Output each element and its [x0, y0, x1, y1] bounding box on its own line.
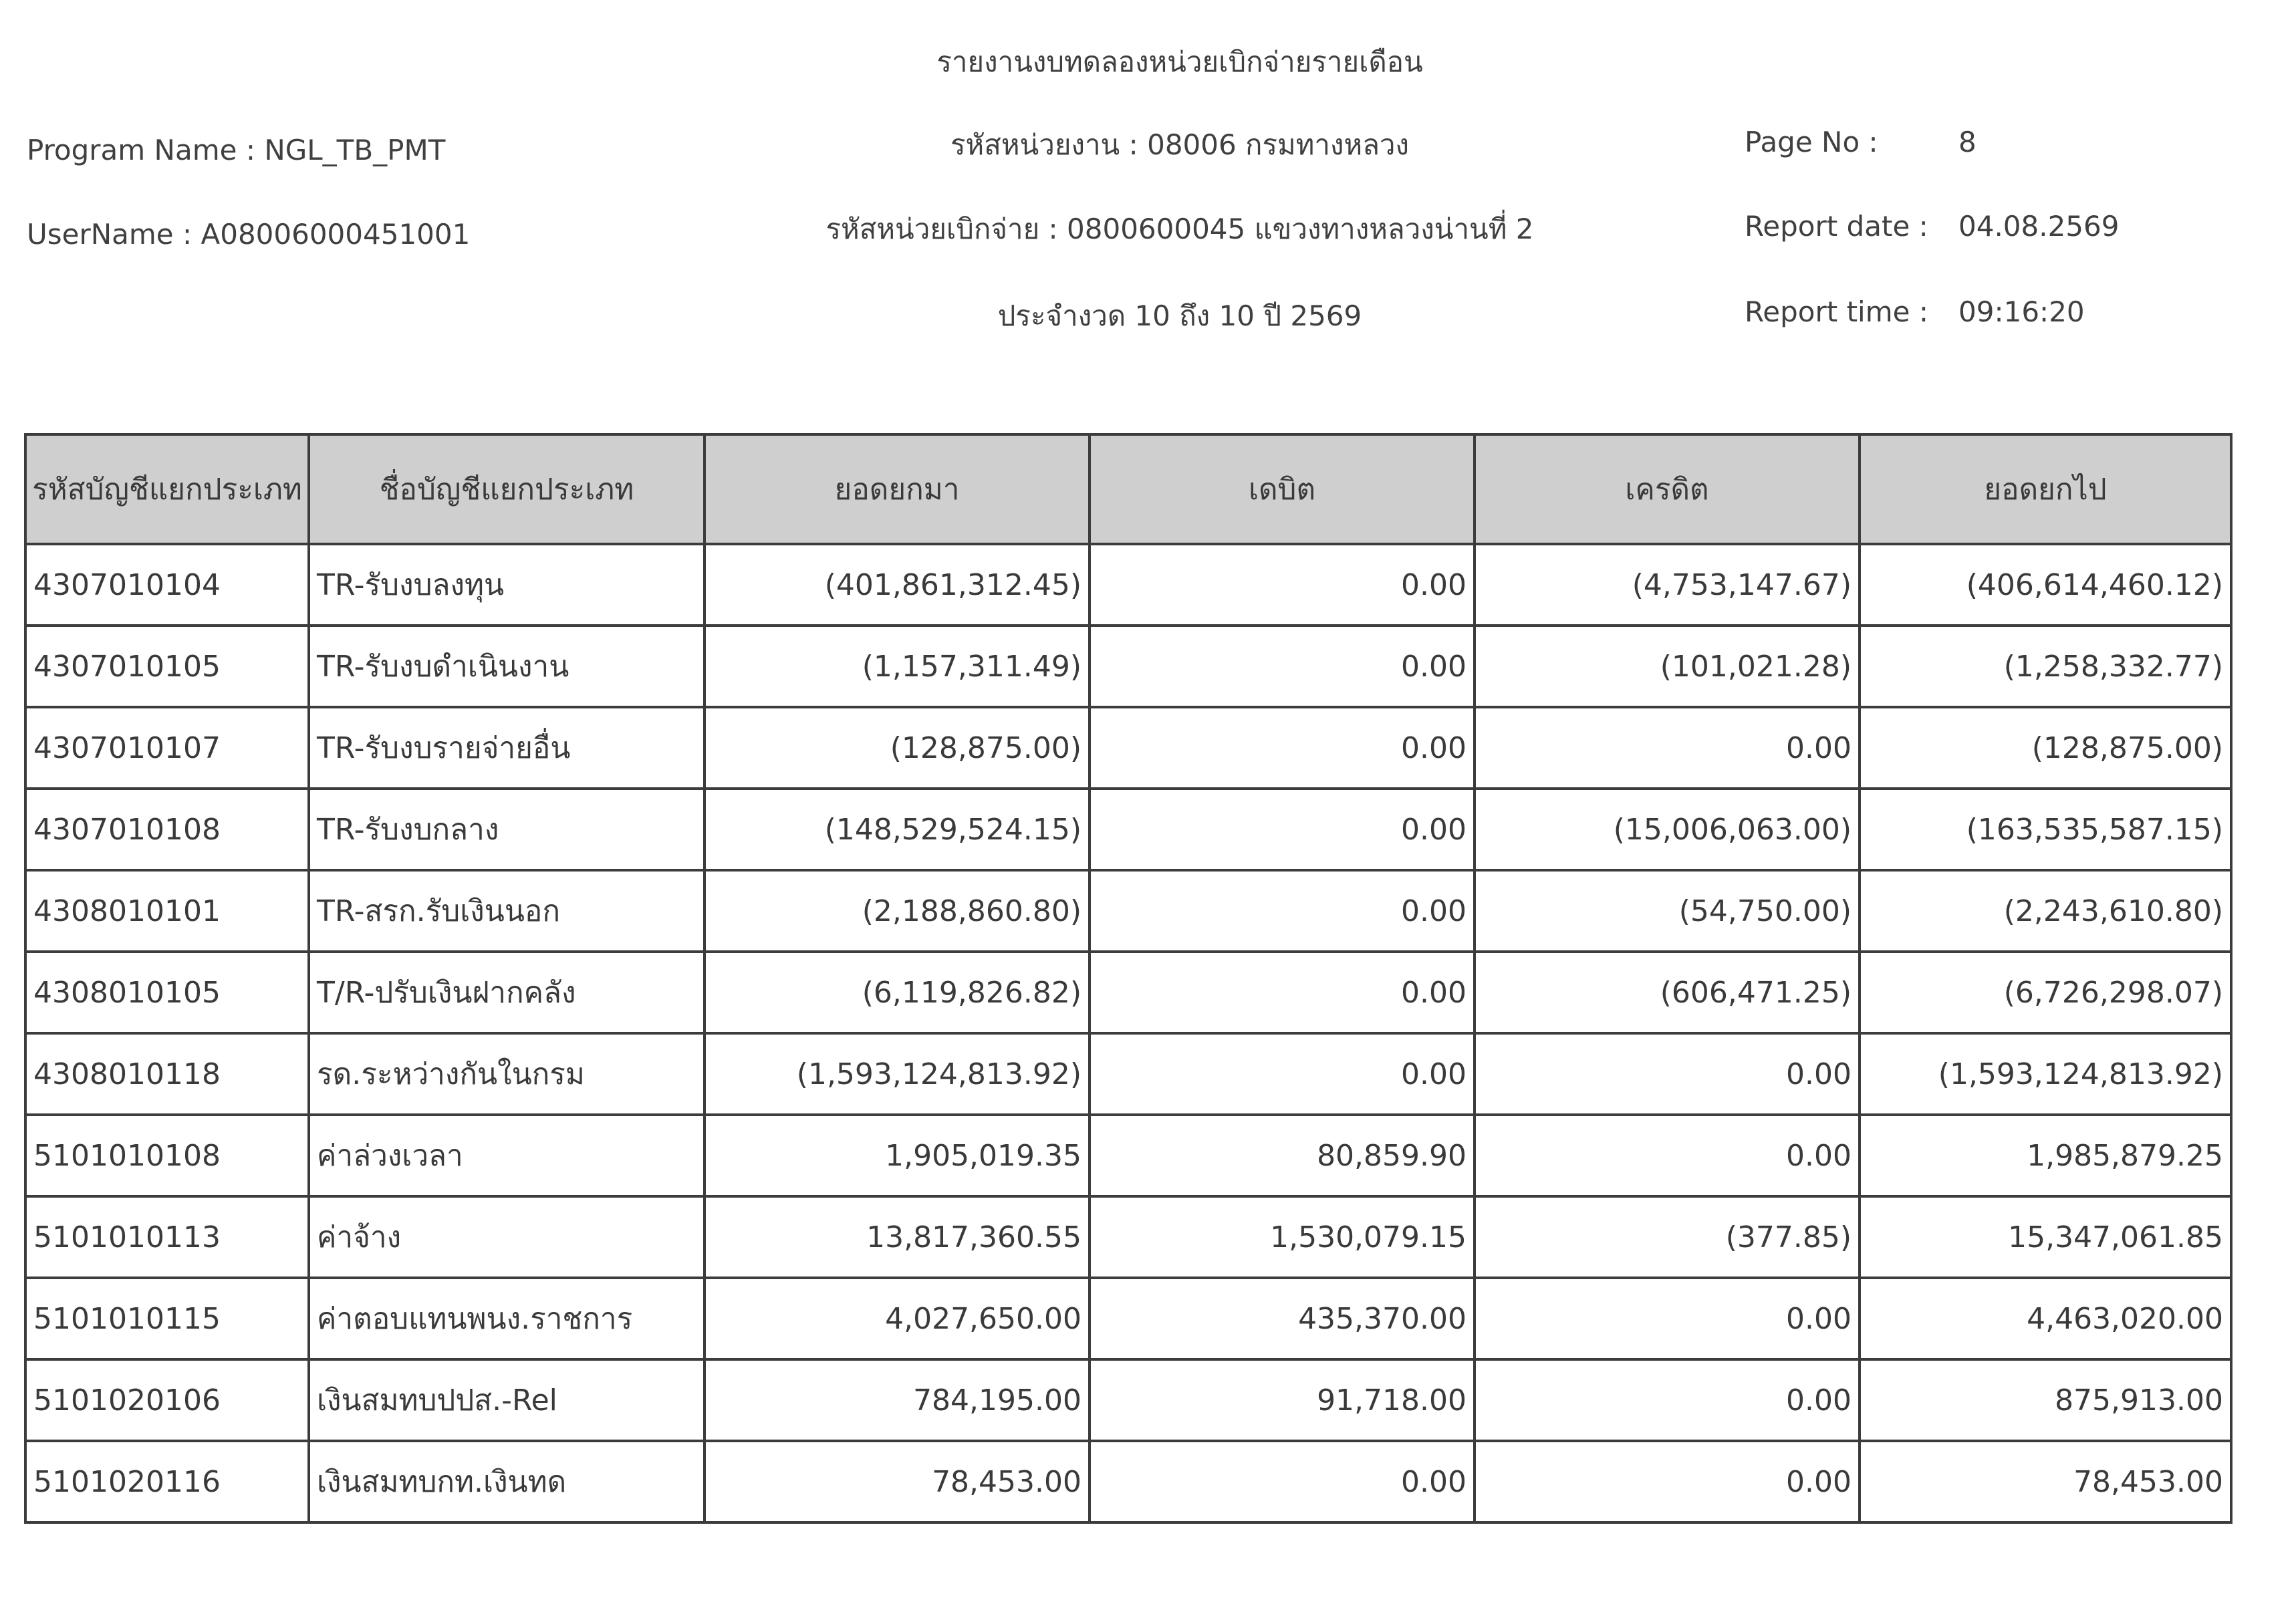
table-row: [25, 789, 2231, 870]
debit-cell: 0.00: [1090, 626, 1475, 707]
account-code-cell: 4307010107: [25, 707, 309, 789]
account-code-cell: 5101020106: [25, 1359, 309, 1441]
report-date-value: 04.08.2569: [1958, 210, 2120, 243]
credit-cell: (101,021.28): [1475, 626, 1860, 707]
account-name-cell: TR-รับงบรายจ่ายอื่น: [309, 707, 705, 789]
table-row: [25, 870, 2231, 952]
debit-cell: 91,718.00: [1090, 1359, 1475, 1441]
brought-forward-cell: (2,188,860.80): [705, 870, 1090, 952]
column-header-brought-forward: ยอดยกมา: [705, 434, 1090, 544]
brought-forward-cell: 13,817,360.55: [705, 1196, 1090, 1278]
table-header-row: [25, 434, 2231, 544]
credit-cell: (15,006,063.00): [1475, 789, 1860, 870]
carried-forward-cell: (6,726,298.07): [1860, 952, 2231, 1033]
carried-forward-cell: 78,453.00: [1860, 1441, 2231, 1522]
table-row: [25, 707, 2231, 789]
account-name-cell: TR-สรก.รับเงินนอก: [309, 870, 705, 952]
carried-forward-cell: 1,985,879.25: [1860, 1115, 2231, 1196]
debit-cell: 0.00: [1090, 544, 1475, 626]
column-header-credit: เครดิต: [1475, 434, 1860, 544]
account-name-cell: เงินสมทบปปส.-Rel: [309, 1359, 705, 1441]
credit-cell: (377.85): [1475, 1196, 1860, 1278]
column-header-debit: เดบิต: [1090, 434, 1475, 544]
report-title: รายงานงบทดลองหน่วยเบิกจ่ายรายเดือน: [936, 45, 1423, 78]
credit-cell: 0.00: [1475, 1441, 1860, 1522]
brought-forward-cell: 78,453.00: [705, 1441, 1090, 1522]
account-code-cell: 5101020116: [25, 1441, 309, 1522]
report-date-label: Report date :: [1745, 210, 1928, 243]
table-row: [25, 1033, 2231, 1115]
account-code-cell: 4307010104: [25, 544, 309, 626]
report-time-label: Report time :: [1745, 295, 1928, 328]
account-name-cell: รด.ระหว่างกันในกรม: [309, 1033, 705, 1115]
carried-forward-cell: 15,347,061.85: [1860, 1196, 2231, 1278]
debit-cell: 0.00: [1090, 1033, 1475, 1115]
table-row: [25, 1359, 2231, 1441]
user-name: UserName : A08006000451001: [27, 218, 471, 251]
brought-forward-cell: 784,195.00: [705, 1359, 1090, 1441]
brought-forward-cell: (148,529,524.15): [705, 789, 1090, 870]
column-header-carried-forward: ยอดยกไป: [1860, 434, 2231, 544]
carried-forward-cell: (1,593,124,813.92): [1860, 1033, 2231, 1115]
carried-forward-cell: 875,913.00: [1860, 1359, 2231, 1441]
account-name-cell: เงินสมทบกท.เงินทด: [309, 1441, 705, 1522]
account-name-cell: TR-รับงบลงทุน: [309, 544, 705, 626]
account-code-cell: 5101010115: [25, 1278, 309, 1359]
report-time-value: 09:16:20: [1958, 295, 2085, 328]
debit-cell: 0.00: [1090, 1441, 1475, 1522]
disbursing-unit: รหัสหน่วยเบิกจ่าย : 0800600045 แขวงทางหลวงน่านที่ 2: [825, 213, 1534, 245]
carried-forward-cell: (1,258,332.77): [1860, 626, 2231, 707]
table-row: [25, 1278, 2231, 1359]
account-code-cell: 4308010118: [25, 1033, 309, 1115]
carried-forward-cell: (2,243,610.80): [1860, 870, 2231, 952]
credit-cell: 0.00: [1475, 1359, 1860, 1441]
account-name-cell: ค่าจ้าง: [309, 1196, 705, 1278]
credit-cell: 0.00: [1475, 1033, 1860, 1115]
account-code-cell: 5101010108: [25, 1115, 309, 1196]
credit-cell: (54,750.00): [1475, 870, 1860, 952]
brought-forward-cell: 4,027,650.00: [705, 1278, 1090, 1359]
account-name-cell: ค่าล่วงเวลา: [309, 1115, 705, 1196]
column-header-account-code: รหัสบัญชีแยกประเภท: [25, 434, 309, 544]
table-row: [25, 1441, 2231, 1522]
page-no-label: Page No :: [1745, 126, 1878, 158]
credit-cell: (606,471.25): [1475, 952, 1860, 1033]
brought-forward-cell: (401,861,312.45): [705, 544, 1090, 626]
account-name-cell: TR-รับงบกลาง: [309, 789, 705, 870]
table-row: [25, 544, 2231, 626]
brought-forward-cell: 1,905,019.35: [705, 1115, 1090, 1196]
account-name-cell: ค่าตอบแทนพนง.ราชการ: [309, 1278, 705, 1359]
debit-cell: 435,370.00: [1090, 1278, 1475, 1359]
report-period: ประจำงวด 10 ถึง 10 ปี 2569: [997, 299, 1362, 332]
account-code-cell: 5101010113: [25, 1196, 309, 1278]
credit-cell: 0.00: [1475, 1278, 1860, 1359]
account-code-cell: 4308010105: [25, 952, 309, 1033]
credit-cell: 0.00: [1475, 707, 1860, 789]
debit-cell: 0.00: [1090, 952, 1475, 1033]
account-code-cell: 4307010108: [25, 789, 309, 870]
brought-forward-cell: (1,593,124,813.92): [705, 1033, 1090, 1115]
carried-forward-cell: (163,535,587.15): [1860, 789, 2231, 870]
account-name-cell: TR-รับงบดำเนินงาน: [309, 626, 705, 707]
credit-cell: (4,753,147.67): [1475, 544, 1860, 626]
account-code-cell: 4307010105: [25, 626, 309, 707]
brought-forward-cell: (128,875.00): [705, 707, 1090, 789]
agency-code: รหัสหน่วยงาน : 08006 กรมทางหลวง: [950, 128, 1410, 161]
account-code-cell: 4308010101: [25, 870, 309, 952]
debit-cell: 0.00: [1090, 870, 1475, 952]
program-name: Program Name : NGL_TB_PMT: [27, 134, 446, 166]
column-header-account-name: ชื่อบัญชีแยกประเภท: [309, 434, 705, 544]
page-no-value: 8: [1958, 126, 1976, 158]
table-row: [25, 952, 2231, 1033]
carried-forward-cell: (128,875.00): [1860, 707, 2231, 789]
brought-forward-cell: (6,119,826.82): [705, 952, 1090, 1033]
table-row: [25, 1115, 2231, 1196]
carried-forward-cell: 4,463,020.00: [1860, 1278, 2231, 1359]
debit-cell: 0.00: [1090, 707, 1475, 789]
brought-forward-cell: (1,157,311.49): [705, 626, 1090, 707]
debit-cell: 0.00: [1090, 789, 1475, 870]
credit-cell: 0.00: [1475, 1115, 1860, 1196]
carried-forward-cell: (406,614,460.12): [1860, 544, 2231, 626]
table-row: [25, 1196, 2231, 1278]
account-name-cell: T/R-ปรับเงินฝากคลัง: [309, 952, 705, 1033]
debit-cell: 80,859.90: [1090, 1115, 1475, 1196]
table-row: [25, 626, 2231, 707]
debit-cell: 1,530,079.15: [1090, 1196, 1475, 1278]
trial-balance-table: [24, 433, 2233, 1524]
